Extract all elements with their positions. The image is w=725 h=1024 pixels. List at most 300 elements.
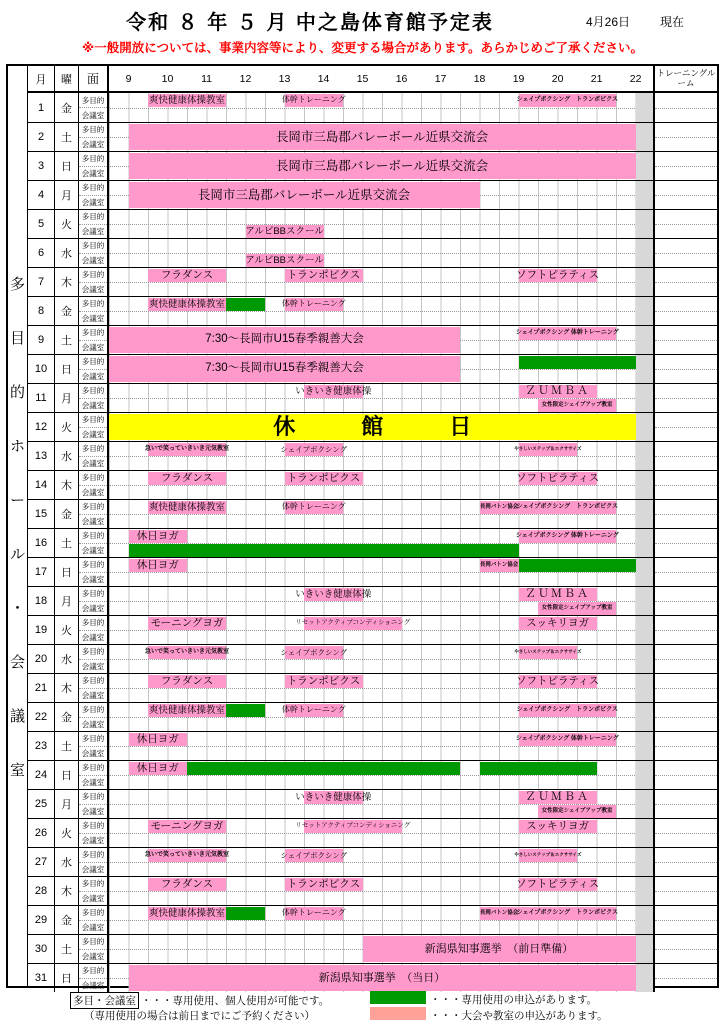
- room-type-cell: [79, 848, 109, 876]
- schedule-day-row: [28, 383, 717, 412]
- event-bar: 女性限定シェイプアップ教室: [538, 399, 616, 412]
- legend-pink-swatch: [370, 1007, 426, 1020]
- legend-line-2: （専用使用の場合は前日までにご予約ください）: [84, 1010, 315, 1022]
- hall-label: 多目的: [81, 705, 105, 715]
- time-grid: [109, 906, 655, 934]
- schedule-day-row: [28, 557, 717, 586]
- col-header-side: 面: [79, 66, 109, 91]
- day-number-cell: 12: [28, 413, 55, 441]
- hall-label: 多目的: [81, 473, 105, 483]
- event-bar: ＺＵＭＢＡ: [519, 588, 597, 601]
- training-room-cell: [655, 877, 717, 905]
- facility-label-char: 多: [9, 275, 25, 293]
- training-room-cell: [655, 239, 717, 267]
- training-room-cell: [655, 500, 717, 528]
- event-bar: 急いで笑っていきいき元気教室: [148, 849, 226, 862]
- day-number-cell: 18: [28, 587, 55, 615]
- event-bar: 長岡バトン協会: [480, 559, 519, 572]
- event-bar: 体幹トレーニング: [285, 298, 344, 311]
- event-bar: 休日ヨガ: [129, 559, 188, 572]
- weekday-cell: 金: [55, 297, 79, 325]
- event-bar: [480, 762, 597, 775]
- schedule-day-row: [28, 789, 717, 818]
- event-bar: シェイプボクシング トランポビクス: [519, 501, 617, 514]
- event-bar: 休日ヨガ: [129, 733, 188, 746]
- meeting-label: 会議室: [79, 688, 107, 703]
- facility-label-char: ホ: [9, 437, 25, 455]
- room-type-cell: [79, 906, 109, 934]
- day-number-cell: 26: [28, 819, 55, 847]
- training-room-cell: [655, 384, 717, 412]
- meeting-label: 会議室: [79, 369, 107, 384]
- schedule-day-row: [28, 296, 717, 325]
- meeting-label: 会議室: [79, 195, 107, 210]
- schedule-day-row: [28, 818, 717, 847]
- training-room-cell: [655, 471, 717, 499]
- facility-label-char: 的: [9, 383, 25, 401]
- training-room-cell: [655, 848, 717, 876]
- closed-hours-shade: [636, 674, 653, 702]
- day-number-cell: 28: [28, 877, 55, 905]
- weekday-cell: 日: [55, 355, 79, 383]
- time-grid: [109, 239, 655, 267]
- meeting-label: 会議室: [79, 340, 107, 355]
- training-room-cell: [655, 442, 717, 470]
- weekday-cell: 水: [55, 645, 79, 673]
- event-bar: 急いで笑っていきいき元気教室: [148, 443, 226, 456]
- training-room-cell: [655, 413, 717, 441]
- training-room-cell: [655, 906, 717, 934]
- day-number-cell: 10: [28, 355, 55, 383]
- room-type-cell: [79, 210, 109, 238]
- day-number-cell: 16: [28, 529, 55, 557]
- event-bar: [519, 356, 636, 369]
- room-type-cell: [79, 790, 109, 818]
- schedule-day-row: [28, 731, 717, 760]
- weekday-cell: 月: [55, 181, 79, 209]
- day-number-cell: 22: [28, 703, 55, 731]
- meeting-label: 会議室: [79, 543, 107, 558]
- hour-tick: 13: [278, 72, 291, 85]
- as-of-label: 現在: [660, 15, 685, 29]
- closed-hours-shade: [636, 355, 653, 383]
- meeting-label: 会議室: [79, 949, 107, 964]
- closed-hours-shade: [636, 790, 653, 818]
- time-grid: [109, 587, 655, 615]
- hall-label: 多目的: [81, 386, 105, 396]
- time-grid: [109, 848, 655, 876]
- day-number-cell: 27: [28, 848, 55, 876]
- hall-label: 多目的: [81, 531, 105, 541]
- room-type-cell: [79, 326, 109, 354]
- event-bar: 爽快健康体操教室: [148, 704, 225, 716]
- meeting-label: 会議室: [79, 311, 107, 326]
- meeting-label: 会議室: [79, 224, 107, 239]
- event-bar: [226, 704, 265, 717]
- room-type-cell: [79, 181, 109, 209]
- table-header-row: [28, 66, 717, 93]
- hour-tick: 19: [512, 72, 525, 85]
- training-room-cell: [655, 964, 717, 992]
- facility-label-char: 目: [9, 329, 25, 347]
- facility-vertical-label: [8, 66, 28, 986]
- closed-hours-shade: [636, 703, 653, 731]
- weekday-cell: 月: [55, 790, 79, 818]
- weekday-cell: 火: [55, 413, 79, 441]
- event-bar: スッキリヨガ: [519, 820, 597, 833]
- training-room-cell: [655, 616, 717, 644]
- event-bar: アルビBBスクール: [245, 225, 324, 237]
- schedule-day-row: [28, 847, 717, 876]
- weekday-cell: 木: [55, 877, 79, 905]
- schedule-day-row: [28, 673, 717, 702]
- meeting-label: 会議室: [79, 282, 107, 297]
- closed-hours-shade: [636, 906, 653, 934]
- closed-hours-shade: [636, 297, 653, 325]
- as-of-date: 4月26日: [586, 15, 631, 29]
- closed-hours-shade: [636, 732, 653, 760]
- event-bar: ソフトピラティス: [515, 269, 600, 281]
- schedule-day-row: [28, 586, 717, 615]
- hall-label: 多目的: [81, 357, 105, 367]
- page-title: 令和 ８ 年 ５ 月 中之島体育館予定表: [126, 12, 494, 34]
- hall-label: 多目的: [81, 502, 105, 512]
- facility-label-char: 議: [9, 707, 25, 725]
- room-type-cell: [79, 703, 109, 731]
- training-room-cell: [655, 761, 717, 789]
- training-room-cell: [655, 790, 717, 818]
- hall-label: 多目的: [81, 299, 105, 309]
- training-room-cell: [655, 123, 717, 151]
- event-bar: フラダンス: [148, 472, 226, 485]
- training-room-cell: [655, 819, 717, 847]
- event-bar: 急いで笑っていきいき元気教室: [148, 646, 226, 659]
- day-number-cell: 13: [28, 442, 55, 470]
- day-number-cell: 4: [28, 181, 55, 209]
- event-bar: トランポビクス: [285, 675, 363, 688]
- event-bar: 休日ヨガ: [129, 762, 188, 775]
- meeting-label: 会議室: [79, 456, 107, 471]
- hall-label: 多目的: [81, 792, 105, 802]
- training-room-cell: [655, 93, 717, 122]
- schedule-day-row: [28, 325, 717, 354]
- time-grid: [109, 268, 655, 296]
- hall-label: 多目的: [81, 241, 105, 251]
- hour-tick: 17: [434, 72, 447, 85]
- weekday-cell: 金: [55, 93, 79, 122]
- room-type-cell: [79, 239, 109, 267]
- room-type-cell: [79, 964, 109, 992]
- training-room-cell: [655, 703, 717, 731]
- event-bar: 体幹トレーニング: [285, 704, 344, 717]
- legend-pink-text: ・・・大会や教室の申込があります。: [430, 1010, 608, 1022]
- day-number-cell: 19: [28, 616, 55, 644]
- event-bar: シェイプボクシング 体幹トレーニング: [519, 530, 617, 543]
- training-room-cell: [655, 210, 717, 238]
- closed-hours-shade: [636, 326, 653, 354]
- day-number-cell: 8: [28, 297, 55, 325]
- room-type-cell: [79, 732, 109, 760]
- weekday-cell: 水: [55, 848, 79, 876]
- room-type-cell: [79, 587, 109, 615]
- weekday-cell: 月: [55, 384, 79, 412]
- day-number-cell: 17: [28, 558, 55, 586]
- day-number-cell: 9: [28, 326, 55, 354]
- hall-label: 多目的: [81, 125, 105, 135]
- meeting-label: 会議室: [79, 107, 107, 122]
- hour-tick: 12: [239, 72, 252, 85]
- hour-tick: 16: [395, 72, 408, 85]
- legend-room-box: 多目・会議室: [70, 992, 139, 1009]
- weekday-cell: 日: [55, 761, 79, 789]
- schedule-day-row: [28, 760, 717, 789]
- hour-tick: 11: [201, 72, 212, 85]
- closed-hours-shade: [636, 239, 653, 267]
- schedule-day-row: [28, 528, 717, 557]
- meeting-label: 会議室: [79, 601, 107, 616]
- event-bar: シェイプボクシング 体幹トレーニング: [519, 733, 617, 746]
- event-bar: シェイプボクシング: [280, 647, 348, 657]
- training-room-cell: [655, 674, 717, 702]
- closed-hours-shade: [636, 93, 653, 122]
- weekday-cell: 日: [55, 152, 79, 180]
- closed-hours-shade: [636, 384, 653, 412]
- weekday-cell: 土: [55, 732, 79, 760]
- facility-label-char: 会: [9, 653, 25, 671]
- facility-label-char: ・: [9, 599, 25, 617]
- meeting-label: 会議室: [79, 630, 107, 645]
- day-number-cell: 11: [28, 384, 55, 412]
- meeting-label: 会議室: [79, 398, 107, 413]
- day-number-cell: 7: [28, 268, 55, 296]
- room-type-cell: [79, 529, 109, 557]
- weekday-cell: 木: [55, 471, 79, 499]
- schedule-day-row: [28, 876, 717, 905]
- training-room-cell: [655, 326, 717, 354]
- event-bar: 女性限定シェイプアップ教室: [538, 602, 616, 615]
- room-type-cell: [79, 819, 109, 847]
- weekday-cell: 土: [55, 123, 79, 151]
- event-bar: フラダンス: [148, 675, 226, 688]
- time-grid: [109, 964, 655, 992]
- time-grid: [109, 877, 655, 905]
- event-bar: アルビBBスクール: [245, 254, 324, 266]
- room-type-cell: [79, 123, 109, 151]
- meeting-label: 会議室: [79, 253, 107, 268]
- schedule-day-row: [28, 267, 717, 296]
- schedule-day-row: [28, 209, 717, 238]
- day-number-cell: 6: [28, 239, 55, 267]
- day-number-cell: 2: [28, 123, 55, 151]
- weekday-cell: 木: [55, 674, 79, 702]
- closed-hours-shade: [636, 210, 653, 238]
- event-bar: [226, 298, 265, 311]
- hall-label: 多目的: [81, 95, 105, 105]
- event-bar: 体幹トレーニング: [285, 94, 344, 107]
- notice-text: ※一般開放については、事業内容等により、変更する場合があります。あらかじめご了承ください。: [82, 41, 643, 55]
- event-bar: やさしいステップ＆エクササイズ: [519, 646, 578, 659]
- event-bar: 爽快健康体操教室: [148, 94, 225, 106]
- col-header-training-room: トレーニングルーム: [656, 68, 716, 88]
- event-bar: いきいき健康体操: [295, 791, 372, 803]
- schedule-day-row: [28, 412, 717, 441]
- training-room-cell: [655, 732, 717, 760]
- hall-label: 多目的: [81, 212, 105, 222]
- event-bar: 7:30～長岡市U15春季親善大会: [109, 327, 460, 353]
- event-bar: リセットアクティブコンディショニング: [304, 617, 402, 630]
- weekday-cell: 火: [55, 819, 79, 847]
- day-number-cell: 14: [28, 471, 55, 499]
- meeting-label: 会議室: [79, 427, 107, 442]
- event-bar: ＺＵＭＢＡ: [519, 385, 597, 398]
- time-grid: [109, 529, 655, 557]
- event-bar: スッキリヨガ: [519, 617, 597, 630]
- meeting-label: 会議室: [79, 978, 107, 993]
- schedule-day-row: [28, 441, 717, 470]
- event-bar: フラダンス: [148, 269, 226, 282]
- weekday-cell: 日: [55, 964, 79, 992]
- schedule-day-row: [28, 644, 717, 673]
- time-grid: [109, 761, 655, 789]
- weekday-cell: 土: [55, 935, 79, 963]
- day-number-cell: 29: [28, 906, 55, 934]
- time-grid: [109, 645, 655, 673]
- time-grid: [109, 152, 655, 180]
- weekday-cell: 金: [55, 703, 79, 731]
- weekday-cell: 水: [55, 442, 79, 470]
- time-grid: [109, 326, 655, 354]
- event-bar: トランポビクス: [285, 472, 363, 485]
- event-bar: 長岡バトン協会: [480, 907, 519, 920]
- closed-hours-shade: [636, 935, 653, 963]
- room-type-cell: [79, 645, 109, 673]
- col-header-day: 月: [28, 66, 55, 91]
- training-room-cell: [655, 355, 717, 383]
- event-bar: シェイプボクシング 体幹トレーニング: [519, 327, 617, 340]
- hour-tick: 22: [629, 72, 642, 85]
- hall-label: 多目的: [81, 676, 105, 686]
- hall-label: 多目的: [81, 734, 105, 744]
- event-bar: 体幹トレーニング: [285, 907, 344, 920]
- hall-label: 多目的: [81, 444, 105, 454]
- closed-hours-shade: [636, 413, 653, 441]
- event-bar: フラダンス: [148, 878, 226, 891]
- time-grid: [109, 935, 655, 963]
- event-bar: 長岡市三島郡バレーボール近県交流会: [129, 153, 636, 179]
- meeting-label: 会議室: [79, 485, 107, 500]
- event-bar: いきいき健康体操: [295, 588, 372, 600]
- event-bar: 体幹トレーニング: [285, 501, 344, 514]
- day-number-cell: 20: [28, 645, 55, 673]
- weekday-cell: 水: [55, 239, 79, 267]
- training-room-cell: [655, 268, 717, 296]
- closed-hours-shade: [636, 558, 653, 586]
- schedule-day-row: [28, 470, 717, 499]
- schedule-table: [6, 64, 719, 988]
- meeting-label: 会議室: [79, 833, 107, 848]
- day-number-cell: 30: [28, 935, 55, 963]
- event-bar: リセットアクティブコンディショニング: [304, 820, 402, 833]
- meeting-label: 会議室: [79, 920, 107, 935]
- schedule-day-row: [28, 702, 717, 731]
- time-grid: [109, 181, 655, 209]
- time-grid: [109, 384, 655, 412]
- event-bar: 爽快健康体操教室: [148, 501, 225, 513]
- room-type-cell: [79, 152, 109, 180]
- room-type-cell: [79, 355, 109, 383]
- hall-label: 多目的: [81, 618, 105, 628]
- closed-hours-shade: [636, 761, 653, 789]
- event-bar: シェイプボクシング トランポビクス: [519, 94, 617, 107]
- closed-hours-shade: [636, 152, 653, 180]
- room-type-cell: [79, 442, 109, 470]
- event-bar: 新潟県知事選挙 （前日準備）: [363, 936, 636, 962]
- weekday-cell: 土: [55, 529, 79, 557]
- facility-label-char: ー: [9, 491, 25, 509]
- room-type-cell: [79, 500, 109, 528]
- room-type-cell: [79, 935, 109, 963]
- hall-label: 多目的: [81, 821, 105, 831]
- hour-tick: 15: [356, 72, 369, 85]
- training-room-cell: [655, 181, 717, 209]
- room-type-cell: [79, 93, 109, 122]
- hour-tick: 20: [551, 72, 564, 85]
- event-bar: 女性限定シェイプアップ教室: [538, 805, 616, 818]
- hall-label: 多目的: [81, 154, 105, 164]
- event-bar: ＺＵＭＢＡ: [519, 791, 597, 804]
- facility-label-char: ル: [9, 545, 25, 563]
- event-bar: ソフトピラティス: [515, 878, 600, 890]
- event-bar: 休日ヨガ: [129, 530, 188, 543]
- facility-label-char: 室: [9, 761, 25, 779]
- closed-hours-shade: [636, 268, 653, 296]
- schedule-day-row: [28, 122, 717, 151]
- time-grid: [109, 819, 655, 847]
- day-number-cell: 1: [28, 93, 55, 122]
- meeting-label: 会議室: [79, 659, 107, 674]
- schedule-day-row: [28, 963, 717, 992]
- training-room-cell: [655, 587, 717, 615]
- meeting-label: 会議室: [79, 804, 107, 819]
- training-room-cell: [655, 152, 717, 180]
- event-bar: やさしいステップ＆エクササイズ: [519, 443, 578, 456]
- hall-label: 多目的: [81, 850, 105, 860]
- weekday-cell: 火: [55, 616, 79, 644]
- time-grid: [109, 123, 655, 151]
- closed-hours-shade: [636, 181, 653, 209]
- day-number-cell: 31: [28, 964, 55, 992]
- training-room-cell: [655, 935, 717, 963]
- event-bar: いきいき健康体操: [295, 385, 372, 397]
- room-type-cell: [79, 413, 109, 441]
- hall-label: 多目的: [81, 647, 105, 657]
- schedule-day-row: [28, 615, 717, 644]
- schedule-day-row: [28, 499, 717, 528]
- closed-hours-shade: [636, 471, 653, 499]
- hour-tick: 10: [161, 72, 174, 85]
- hall-label: 多目的: [81, 328, 105, 338]
- event-bar: トランポビクス: [285, 269, 363, 282]
- meeting-label: 会議室: [79, 717, 107, 732]
- event-bar: トランポビクス: [285, 878, 363, 891]
- closed-hours-shade: [636, 819, 653, 847]
- time-grid: [109, 297, 655, 325]
- event-bar: ソフトピラティス: [515, 675, 600, 687]
- weekday-cell: 日: [55, 558, 79, 586]
- schedule-day-row: [28, 151, 717, 180]
- time-grid: [109, 616, 655, 644]
- time-grid: [109, 732, 655, 760]
